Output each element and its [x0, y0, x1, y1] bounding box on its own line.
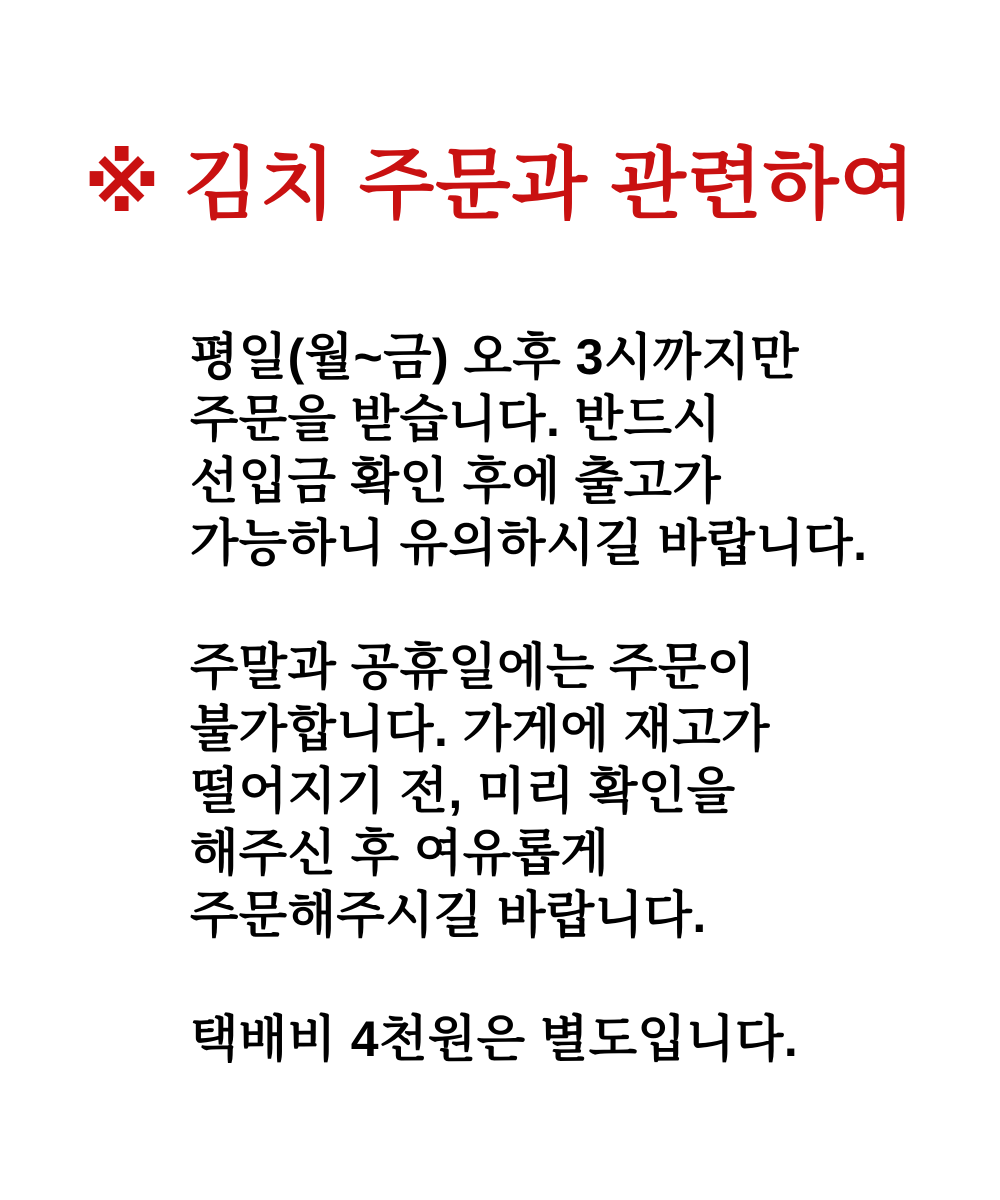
- text-line: 떨어지기 전, 미리 확인을: [190, 763, 736, 819]
- text-line: 선입금 확인 후에 출고가: [190, 453, 722, 509]
- paragraph-order-deadline: [190, 326, 940, 574]
- text-line: 평일(월~금) 오후 3시까지만: [190, 329, 800, 385]
- text-line: 불가합니다. 가게에 재고가: [190, 701, 770, 757]
- notice-body: [190, 326, 940, 1070]
- text-line: 가능하니 유의하시길 바랍니다.: [190, 515, 868, 571]
- paragraph-shipping-fee: [190, 1008, 940, 1070]
- text-line: 주말과 공휴일에는 주문이: [190, 639, 756, 695]
- text-line: 주문을 받습니다. 반드시: [190, 391, 722, 447]
- text-line: 해주신 후 여유롭게: [190, 825, 610, 881]
- notice-title: ※ 김치 주문과 관련하여: [84, 140, 916, 228]
- text-line: 택배비 4천원은 별도입니다.: [190, 1011, 799, 1067]
- paragraph-weekend-holiday: [190, 636, 940, 946]
- text-line: 주문해주시길 바랍니다.: [190, 887, 707, 943]
